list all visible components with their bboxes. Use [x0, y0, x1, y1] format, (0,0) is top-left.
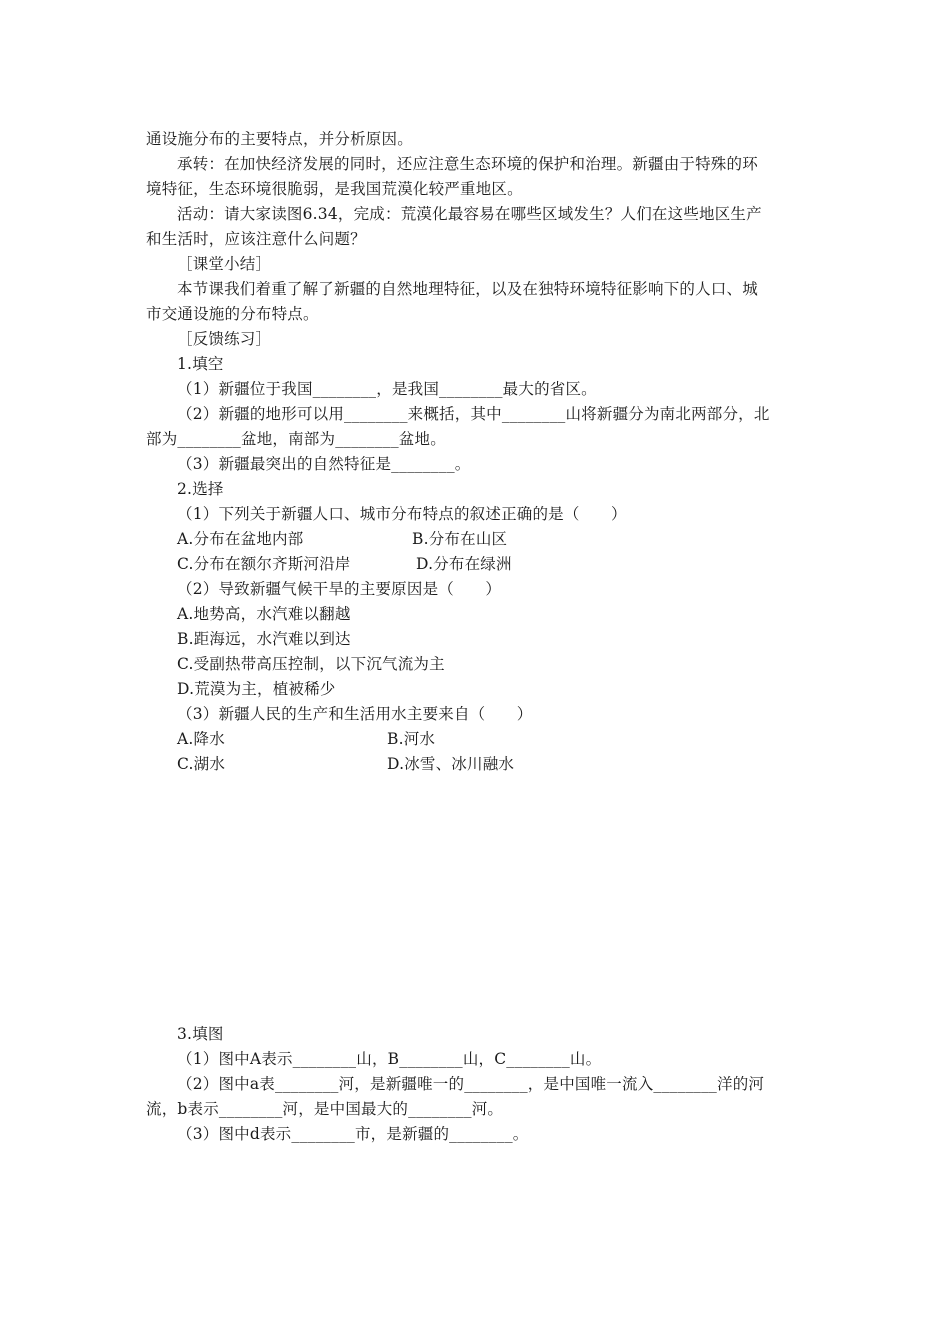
summary-line-2: 市交通设施的分布特点。 — [146, 305, 319, 323]
practice-heading: ［反馈练习］ — [177, 330, 272, 348]
intro-line-4: 活动：请大家读图6.34，完成：荒漠化最容易在哪些区域发生？人们在这些地区生产 — [177, 205, 762, 223]
map-title: 3.填图 — [177, 1025, 224, 1043]
choice-3-option-d: D.冰雪、冰川融水 — [387, 755, 515, 773]
fill-question-1: （1）新疆位于我国________，是我国________最大的省区。 — [177, 380, 597, 398]
map-question-3: （3）图中d表示________市，是新疆的________。 — [177, 1125, 529, 1143]
choice-2-option-d: D.荒漠为主，植被稀少 — [177, 680, 336, 698]
summary-heading: ［课堂小结］ — [177, 255, 272, 273]
choice-1-option-b: B.分布在山区 — [412, 530, 508, 548]
choice-1-option-c: C.分布在额尔齐斯河沿岸 — [177, 555, 351, 573]
choice-2-option-a: A.地势高，水汽难以翻越 — [177, 605, 351, 623]
choice-3-option-b: B.河水 — [387, 730, 436, 748]
choice-3-option-a: A.降水 — [177, 730, 225, 748]
choice-2-option-b: B.距海远，水汽难以到达 — [177, 630, 351, 648]
fill-title: 1.填空 — [177, 355, 224, 373]
choice-1-option-d: D.分布在绿洲 — [416, 555, 512, 573]
choice-question-3: （3）新疆人民的生产和生活用水主要来自（ ） — [177, 705, 533, 723]
choice-2-option-c: C.受副热带高压控制，以下沉气流为主 — [177, 655, 445, 673]
map-question-1: （1）图中A表示________山，B________山，C________山。 — [177, 1050, 602, 1068]
intro-line-1: 通设施分布的主要特点，并分析原因。 — [146, 130, 413, 148]
intro-line-3: 境特征，生态环境很脆弱，是我国荒漠化较严重地区。 — [146, 180, 523, 198]
choice-1-option-a: A.分布在盆地内部 — [177, 530, 304, 548]
choice-question-2: （2）导致新疆气候干旱的主要原因是（ ） — [177, 580, 502, 598]
intro-line-5: 和生活时，应该注意什么问题？ — [146, 230, 366, 248]
fill-question-2b: 部为________盆地，南部为________盆地。 — [146, 430, 446, 448]
choice-3-option-c: C.湖水 — [177, 755, 226, 773]
fill-question-3: （3）新疆最突出的自然特征是________。 — [177, 455, 471, 473]
choice-title: 2.选择 — [177, 480, 224, 498]
map-question-2b: 流，b表示________河，是中国最大的________河。 — [146, 1100, 504, 1118]
intro-line-2: 承转：在加快经济发展的同时，还应注意生态环境的保护和治理。新疆由于特殊的环 — [177, 155, 758, 173]
summary-line-1: 本节课我们着重了解了新疆的自然地理特征，以及在独特环境特征影响下的人口、城 — [177, 280, 758, 298]
fill-question-2a: （2）新疆的地形可以用________来概括，其中________山将新疆分为南北两部分，北 — [177, 405, 770, 423]
map-question-2a: （2）图中a表________河，是新疆唯一的________，是中国唯一流入________洋的河 — [177, 1075, 765, 1093]
choice-question-1: （1）下列关于新疆人口、城市分布特点的叙述正确的是（ ） — [177, 505, 627, 523]
